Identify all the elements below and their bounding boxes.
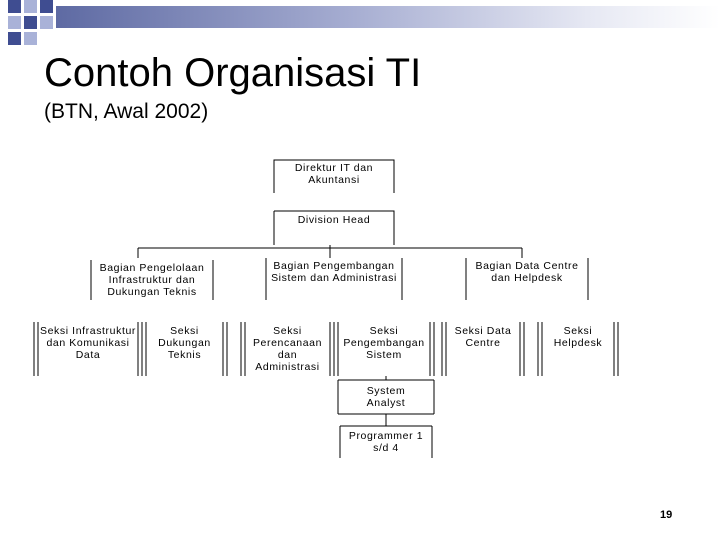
page-number: 19 bbox=[660, 509, 673, 521]
org-node-programmer bbox=[340, 428, 432, 458]
org-node-direktur bbox=[274, 160, 394, 194]
org-node-seksi-pengembangan bbox=[338, 323, 430, 375]
org-node-label: Seksi Data Centre bbox=[454, 325, 512, 349]
slide-subtitle: (BTN, Awal 2002) bbox=[44, 100, 209, 123]
org-node-seksi-helpdesk bbox=[542, 323, 614, 375]
org-node-label: Seksi Perencanaan dan Administrasi bbox=[252, 325, 323, 373]
org-node-label: Bagian Pengelolaan Infrastruktur dan Dukungan Teknis bbox=[99, 262, 205, 298]
org-node-dept-datacentre bbox=[466, 258, 588, 300]
org-node-system-analyst bbox=[338, 383, 434, 413]
org-node-dept-infrastruktur bbox=[91, 260, 213, 300]
org-node-label: Seksi Pengembangan Sistem bbox=[343, 325, 425, 361]
org-node-label: Division Head bbox=[297, 214, 371, 226]
org-node-label: Bagian Pengembangan Sistem dan Administrasi bbox=[271, 260, 397, 284]
org-node-seksi-infrastruktur bbox=[38, 323, 138, 375]
org-node-label: System Analyst bbox=[366, 385, 406, 409]
org-node-dept-pengembangan bbox=[266, 258, 402, 300]
org-node-seksi-perencanaan bbox=[245, 323, 330, 375]
org-node-label: Programmer 1 s/d 4 bbox=[348, 430, 424, 454]
org-node-label: Seksi Dukungan Teknis bbox=[158, 325, 211, 361]
org-node-seksi-datacentre bbox=[446, 323, 520, 375]
org-node-label: Seksi Helpdesk bbox=[553, 325, 603, 349]
org-node-label: Direktur IT dan Akuntansi bbox=[294, 162, 374, 186]
org-node-label: Bagian Data Centre dan Helpdesk bbox=[475, 260, 579, 284]
slide-title: Contoh Organisasi TI bbox=[44, 51, 422, 95]
org-node-seksi-dukungan bbox=[146, 323, 223, 375]
org-node-division-head bbox=[274, 212, 394, 232]
org-node-label: Seksi Infrastruktur dan Komunikasi Data bbox=[39, 325, 136, 361]
